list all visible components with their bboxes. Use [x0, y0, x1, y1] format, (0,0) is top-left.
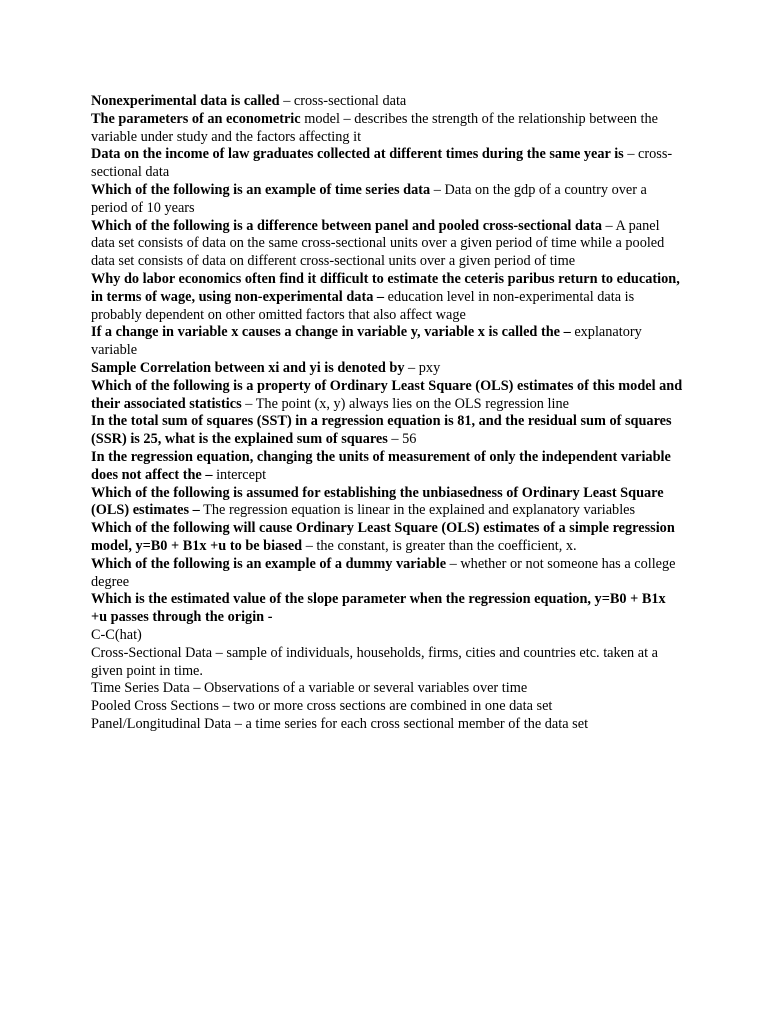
question: Sample Correlation between xi and yi is denoted by	[91, 359, 405, 376]
separator: –	[241, 395, 256, 412]
answer: Data on the gdp of a country over a period of 10 years	[91, 181, 647, 216]
qa-item-13	[91, 520, 683, 556]
question: Which of the following is an example of a dummy variable	[91, 555, 447, 572]
question: Which of the following is assumed for establishing the unbiasedness of Ordinary Least Square (OLS) estimates –	[91, 484, 664, 519]
qa-item-3	[91, 146, 683, 182]
answer: the constant, is greater than the coefficient, x.	[316, 537, 577, 554]
note-time-series: Time Series Data – Observations of a variable or several variables over time	[91, 680, 528, 697]
answer: education level in non-experimental data is probably dependent on other omitted factors that also affect wage	[91, 288, 635, 323]
answer: cross-sectional data	[91, 146, 673, 181]
separator: –	[404, 359, 419, 376]
note-cross-sectional: Cross-Sectional Data – sample of individuals, households, firms, cities and countries etc. taken at a given point in time.	[91, 644, 658, 679]
answer: explanatory variable	[91, 324, 642, 359]
qa-item-4	[91, 182, 683, 218]
answer: intercept	[216, 466, 267, 483]
separator: –	[279, 93, 294, 109]
document-body	[91, 93, 683, 734]
qa-item-10	[91, 413, 683, 449]
separator: –	[601, 217, 616, 234]
qa-item-14	[91, 556, 683, 592]
answer: 56	[402, 431, 417, 448]
question: In the regression equation, changing the units of measurement of only the independent variable does not affect the –	[91, 448, 671, 483]
question: If a change in variable x causes a change in variable y, variable x is called the –	[91, 324, 571, 341]
question: Nonexperimental data is called	[91, 93, 280, 109]
separator: –	[430, 181, 445, 198]
qa-item-11	[91, 449, 683, 485]
answer: whether or not someone has a college degree	[91, 555, 676, 590]
note-pooled-cross-sections: Pooled Cross Sections – two or more cross sections are combined in one data set	[91, 698, 553, 715]
answer: The point (x, y) always lies on the OLS regression line	[255, 395, 569, 412]
qa-item-6	[91, 271, 683, 324]
answer: cross-sectional data	[293, 93, 407, 109]
separator: –	[302, 537, 317, 554]
answer: The regression equation is linear in the explained and explanatory variables	[203, 502, 636, 519]
note-slope-answer: C-C(hat)	[91, 626, 142, 643]
qa-item-2	[91, 111, 683, 147]
question: The parameters of an econometric	[91, 110, 301, 127]
qa-item-9	[91, 378, 683, 414]
question: Which of the following is a property of Ordinary Least Square (OLS) estimates of this model and their associated statistics	[91, 377, 683, 412]
answer: pxy	[418, 359, 441, 376]
question: Which is the estimated value of the slope parameter when the regression equation, y=B0 + B1x +u passes through the origin -	[91, 591, 666, 626]
qa-item-12	[91, 485, 683, 521]
note-panel-data: Panel/Longitudinal Data – a time series for each cross sectional member of the data set	[91, 715, 589, 732]
separator: –	[623, 146, 639, 163]
qa-item-7	[91, 324, 683, 360]
question: Why do labor economics often find it difficult to estimate the ceteris paribus return to education, in terms of wage, using non-experimental data –	[91, 270, 680, 305]
qa-item-8	[91, 360, 683, 378]
qa-item-15	[91, 591, 683, 627]
question: Which of the following is an example of time series data	[91, 181, 431, 198]
separator: –	[387, 431, 403, 448]
qa-item-5	[91, 218, 683, 271]
question: Which of the following is a difference between panel and pooled cross-sectional data	[91, 217, 602, 234]
answer: model – describes the strength of the relationship between the variable under study and the factors affecting it	[91, 110, 658, 145]
separator: –	[446, 555, 461, 572]
question: Which of the following will cause Ordinary Least Square (OLS) estimates of a simple regression model, y=B0 + B1x +u to be biased	[91, 520, 675, 554]
qa-item-1	[91, 93, 683, 111]
question: Data on the income of law graduates collected at different times during the same year is	[91, 146, 624, 163]
answer: A panel data set consists of data on the same cross-sectional units over a given period of time while a pooled data set consists of data on different cross-sectional units over a given period of time	[91, 217, 665, 270]
question: In the total sum of squares (SST) in a regression equation is 81, and the residual sum of squares (SSR) is 25, what is the explained sum of squares	[91, 413, 672, 448]
